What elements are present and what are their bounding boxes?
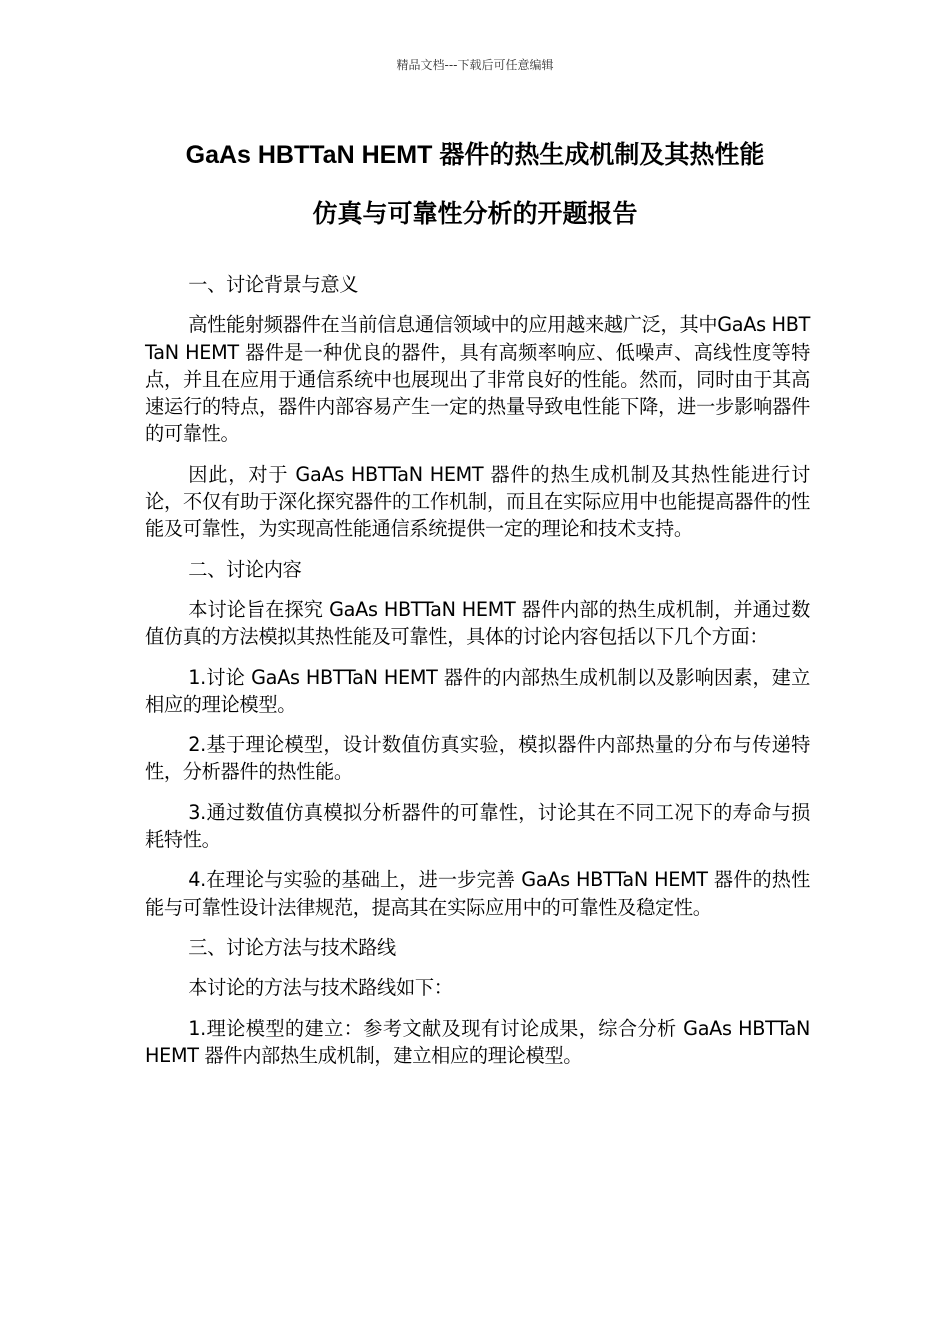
list-item-methods-1: 1.理论模型的建立：参考文献及现有讨论成果，综合分析 GaAs HBTTaN HEMT 器件内部热生成机制，建立相应的理论模型。: [145, 1016, 810, 1067]
list-item-content-1: 1.讨论 GaAs HBTTaN HEMT 器件的内部热生成机制以及影响因素，建立相应的理论模型。: [145, 665, 810, 716]
section-heading-content: 二、讨论内容: [188, 557, 302, 581]
paragraph-methods-intro: 本讨论的方法与技术路线如下：: [188, 976, 453, 1000]
list-item-content-4: 4.在理论与实验的基础上，进一步完善 GaAs HBTTaN HEMT 器件的热性能与可靠性设计法律规范，提高其在实际应用中的可靠性及稳定性。: [145, 868, 810, 919]
list-item-content-3: 3.通过数值仿真模拟分析器件的可靠性，讨论其在不同工况下的寿命与损耗特性。: [145, 800, 810, 852]
header-note: 精品文档---下载后可任意编辑: [396, 58, 554, 72]
list-item-content-2: 2.基于理论模型，设计数值仿真实验，模拟器件内部热量的分布与传递特性，分析器件的热性能。: [145, 733, 810, 784]
paragraph-background-2: 因此，对于 GaAs HBTTaN HEMT 器件的热生成机制及其热性能进行讨论，不仅有助于深化探究器件的工作机制，而且在实际应用中也能提高器件的性能及可靠性，为实现高性能通信系统提供一定的理论和技术支持。: [145, 462, 810, 541]
document-title-line-2: 仿真与可靠性分析的开题报告: [312, 200, 638, 228]
section-heading-background: 一、讨论背景与意义: [188, 273, 359, 296]
document-body: [145, 271, 810, 1082]
document-title-line-1: GaAs HBTTaN HEMT 器件的热生成机制及其热性能: [185, 141, 765, 169]
paragraph-content-intro: 本讨论旨在探究 GaAs HBTTaN HEMT 器件内部的热生成机制，并通过数值仿真的方法模拟其热性能及可靠性，具体的讨论内容包括以下几个方面：: [145, 597, 810, 649]
paragraph-background-1: 高性能射频器件在当前信息通信领域中的应用越来越广泛，其中GaAs HBTTaN HEMT 器件是一种优良的器件，具有高频率响应、低噪声、高线性度等特点，并且在应用于通信系统中也展现出了非常良好的性能。然而，同时由于其高速运行的特点，器件内部容易产生一定的热量导致电性能下降，进一步影响器件的可靠性。: [145, 313, 810, 446]
section-heading-methods: 三、讨论方法与技术路线: [188, 935, 396, 959]
